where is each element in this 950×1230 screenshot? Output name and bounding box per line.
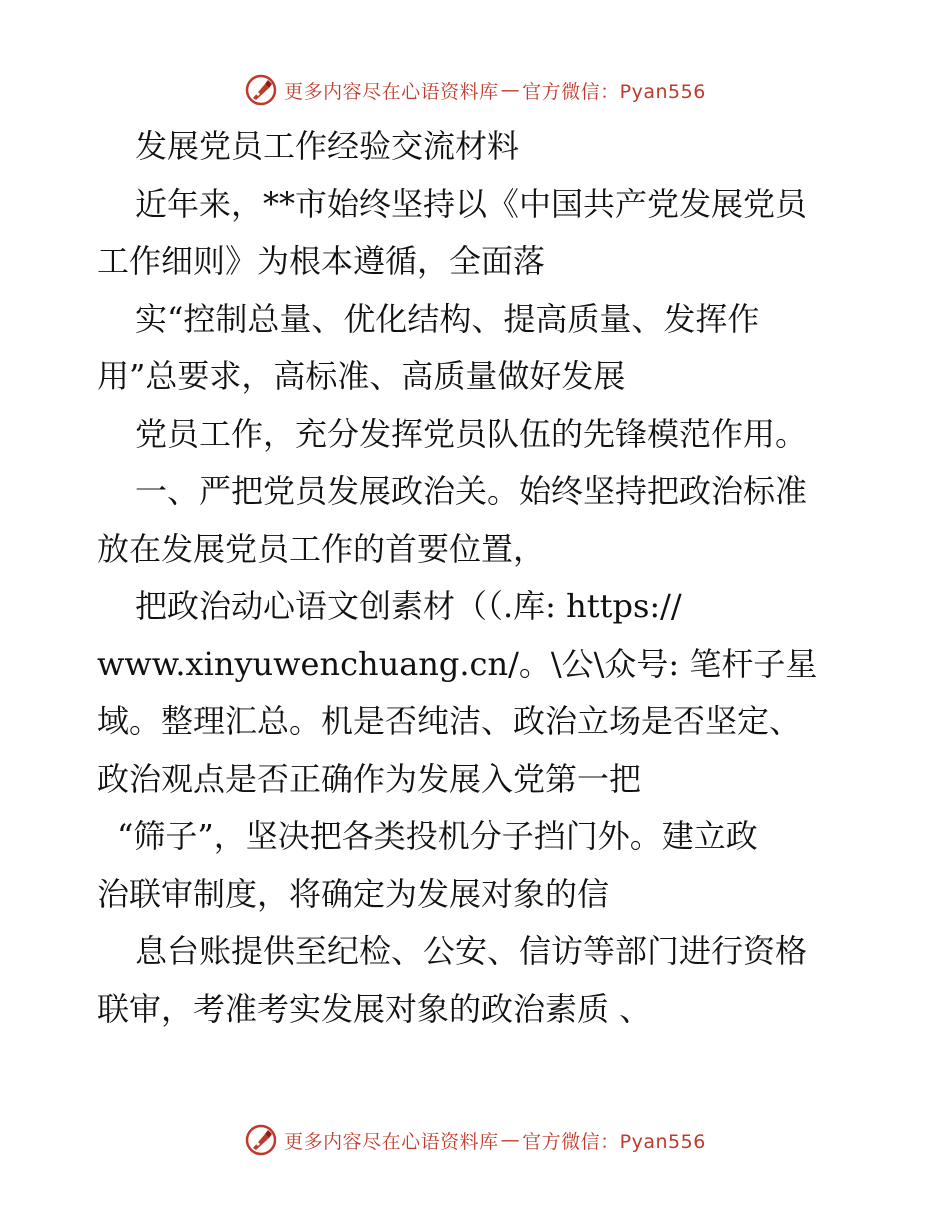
watermark-dash: — — [500, 1129, 521, 1151]
paragraph-line: 政治观点是否正确作为发展入党第一把 — [97, 759, 642, 798]
pen-nib-logo-icon — [244, 1123, 278, 1157]
watermark-text: 更多内容尽在心语资料库 — [284, 1130, 499, 1153]
paragraph-line: 实“控制总量、优化结构、提高质量、发挥作 — [135, 299, 760, 338]
paragraph-line: www.xinyuwenchuang.cn/。\公\众号: 笔杆子星 — [97, 644, 818, 683]
header-watermark-banner — [0, 70, 950, 110]
paragraph-line: 息台账提供至纪检、公安、信访等部门进行资格 — [135, 932, 808, 970]
watermark-dash: — — [500, 79, 521, 101]
watermark-wechat: 官方微信：Pyan556 — [522, 80, 706, 103]
paragraph-line: 用”总要求，高标准、高质量做好发展 — [97, 357, 626, 395]
watermark-wechat: 官方微信：Pyan556 — [522, 1130, 706, 1153]
paragraph-line: 域。整理汇总。机是否纯洁、政治立场是否坚定、 — [97, 702, 802, 740]
document-title: 发展党员工作经验交流材料 — [135, 127, 520, 165]
paragraph-line: 联审，考准考实发展对象的政治素质 、 — [97, 989, 652, 1028]
paragraph-line: 工作细则》为根本遵循，全面落 — [97, 242, 546, 280]
paragraph-line: 近年来，**市始终坚持以《中国共产党发展党员 — [135, 184, 808, 223]
watermark-text: 更多内容尽在心语资料库 — [284, 80, 499, 103]
paragraph-line: “筛子”，坚决把各类投机分子挡门外。建立政 — [117, 817, 758, 855]
footer-watermark-banner — [0, 1120, 950, 1160]
paragraph-line: 把政治动心语文创素材（（.库: https:// — [135, 587, 682, 625]
pen-nib-logo-icon — [244, 73, 278, 107]
paragraph-line: 治联审制度，将确定为发展对象的信 — [97, 874, 610, 913]
section-heading-line: 一、严把党员发展政治关。始终坚持把政治标准 — [135, 472, 808, 510]
document-body — [97, 118, 857, 1038]
paragraph-line: 放在发展党员工作的首要位置， — [97, 529, 546, 568]
paragraph-line: 党员工作，充分发挥党员队伍的先锋模范作用。 — [135, 414, 808, 453]
